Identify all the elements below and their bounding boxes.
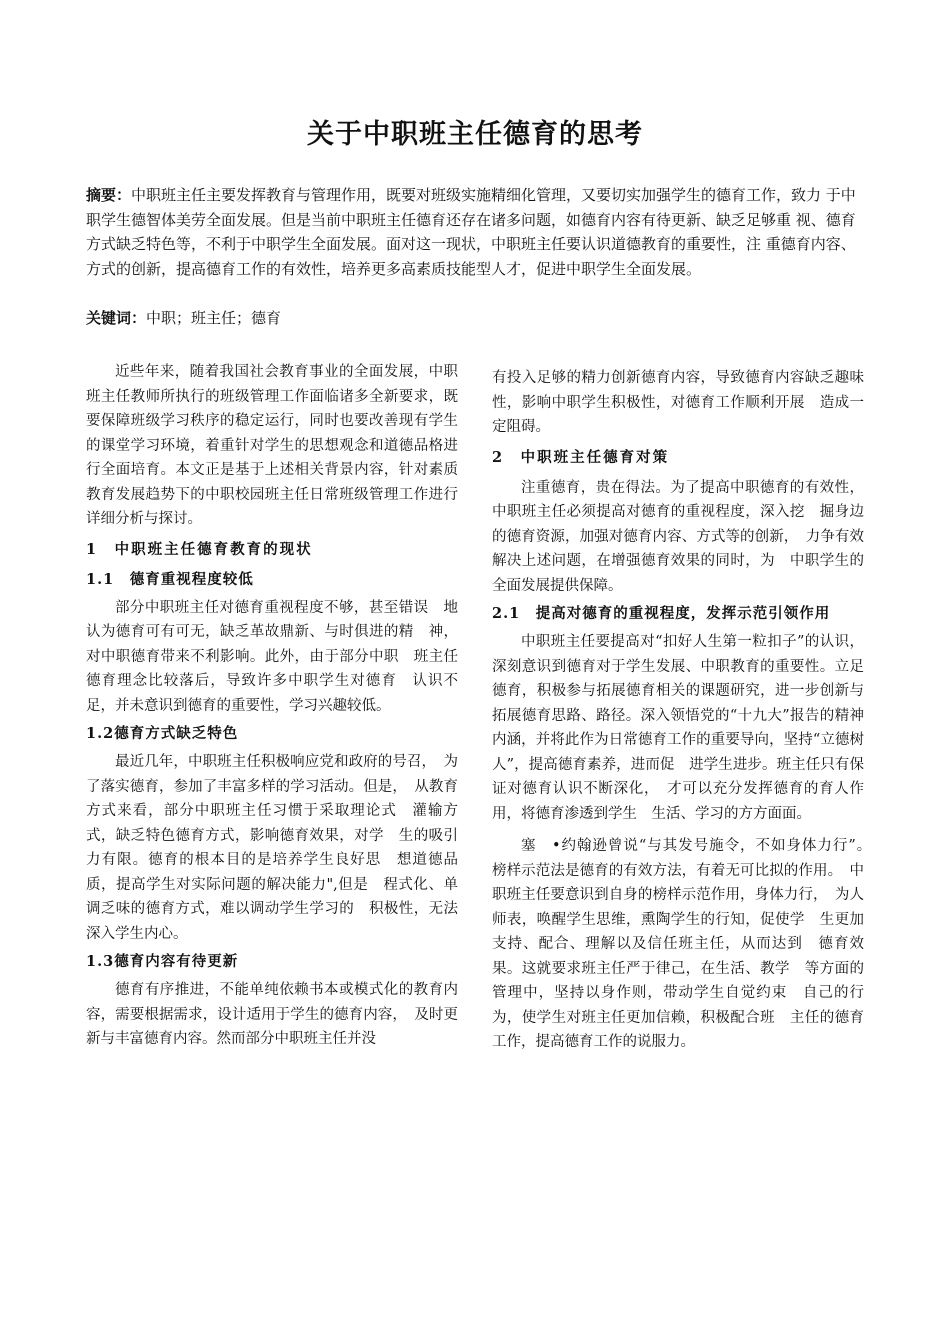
paragraph-2-1b: 塞 •约翰逊曾说“与其发号施令，不如身体力行”。 榜样示范法是德育的有效方法，有着无可比拟的作用。 中职班主任要意识到自身的榜样示范作用，身体力行， 为人师表，唤醒学生思维，熏陶学生的行知，促使学 生更加支持、配合、理解以及信任班主任，从而达到 德育效果。这就要求班主任严于律己，在生活、教学 等方面的管理中，坚持以身作则，带动学生自觉约束 自己的行为，使学生对班主任更加信赖，积极配合班 主任的德育工作，提高德育工作的说服力。 (492, 838, 879, 1050)
section-heading-1: 1 中职班主任德育教育的现状 (86, 540, 313, 558)
right-column (492, 366, 879, 1055)
paragraph-1-2: 最近几年，中职班主任积极响应党和政府的号召， 为了落实德育，参加了丰富多样的学习活动。但是， 从教育方式来看，部分中职班主任习惯于采取理论式 灌输方式，缺乏特色德育方式，影响德育效果，对学 生的吸引力有限。德育的根本目的是培养学生良好思 想道德品质，提高学生对实际问题的解决能力",但是 程式化、单调乏味的德育方式，难以调动学生学习的 积极性，无法深入学生内心。 (86, 754, 458, 942)
intro-paragraph: 近些年来，随着我国社会教育事业的全面发展，中职班主任教师所执行的班级管理工作面临诸多全新要求，既要保障班级学习秩序的稳定运行，同时也要改善现有学生的课堂学习环境，着重针对学生的思想观念和道德品格进行全面培育。本文正是基于上述相关背景内容，针对素质教育发展趋势下的中职校园班主任日常班级管理工作进行详细分析与探讨。 (86, 364, 458, 527)
abstract (86, 183, 868, 281)
paragraph-1-1: 部分中职班主任对德育重视程度不够，甚至错误 地认为德育可有可无，缺乏革故鼎新、与时俱进的精 神，对中职德育带来不利影响。此外，由于部分中职 班主任德育理念比较落后，导致许多中职学生对德育 认识不足，并未意识到德育的重要性，学习兴趣较低。 (86, 599, 458, 714)
left-column (86, 360, 458, 1052)
paragraph-gap (492, 826, 864, 834)
abstract-text: 中职班主任主要发挥教育与管理作用，既要对班级实施精细化管理，又要切实加强学生的德育工作，致力 于中职学生德智体美劳全面发展。但是当前中职班主任德育还存在诸多问题，如德育内容有待更新、缺乏足够重 视、德育方式缺乏特色等，不利于中职学生全面发展。面对这一现状，中职班主任要认识道德教育的重要性，注 重德育内容、方式的创新，提高德育工作的有效性，培养更多高素质技能型人才，促进中职学生全面发展。 (86, 186, 856, 278)
subsection-heading-2-1: 2.1 提高对德育的重视程度，发挥示范引领作用 (492, 605, 831, 622)
continued-paragraph: 有投入足够的精力创新德育内容，导致德育内容缺乏趣味性，影响中职学生积极性，对德育工作顺利开展 造成一定阻碍。 (492, 370, 864, 435)
paragraph-1-3: 德育有序推进，不能单纯依赖书本或模式化的教育内容，需要根据需求，设计适用于学生的德育内容， 及时更新与丰富德育内容。然而部分中职班主任并没 (86, 982, 458, 1047)
subsection-heading-1-2: 1.2德育方式缺乏特色 (86, 725, 239, 742)
abstract-label: 摘要： (86, 186, 132, 204)
paragraph-2: 注重德育，贵在得法。为了提高中职德育的有效性，中职班主任必须提高对德育的重视程度，深入挖 掘身边的德育资源，加强对德育内容、方式等的创新， 力争有效解决上述问题，在增强德育效果的同时，为 中职学生的全面发展提供保障。 (492, 479, 864, 594)
keywords-label: 关键词： (86, 309, 147, 327)
paragraph-2-1a: 中职班主任要提高对“扣好人生第一粒扣子”的认识，深刻意识到德育对于学生发展、中职教育的重要性。立足德育，积极参与拓展德育相关的课题研究，进一步创新与拓展德育思路、路径。深入领悟党的“十九大”报告的精神内涵，并将此作为日常德育工作的重要导向，坚持“立德树人”，提高德育素养，进而促 进学生进步。班主任只有保证对德育认识不断深化， 才可以充分发挥德育的育人作用，将德育渗透到学生 生活、学习的方方面面。 (492, 634, 864, 822)
paper-title: 关于中职班主任德育的思考 (307, 119, 643, 150)
keywords (86, 306, 868, 330)
subsection-heading-1-1: 1.1 德育重视程度较低 (86, 570, 254, 588)
section-heading-2: 2 中职班主任德育对策 (492, 448, 670, 466)
keywords-text: 中职；班主任；德育 (146, 309, 282, 327)
subsection-heading-1-3: 1.3德育内容有待更新 (86, 953, 239, 970)
